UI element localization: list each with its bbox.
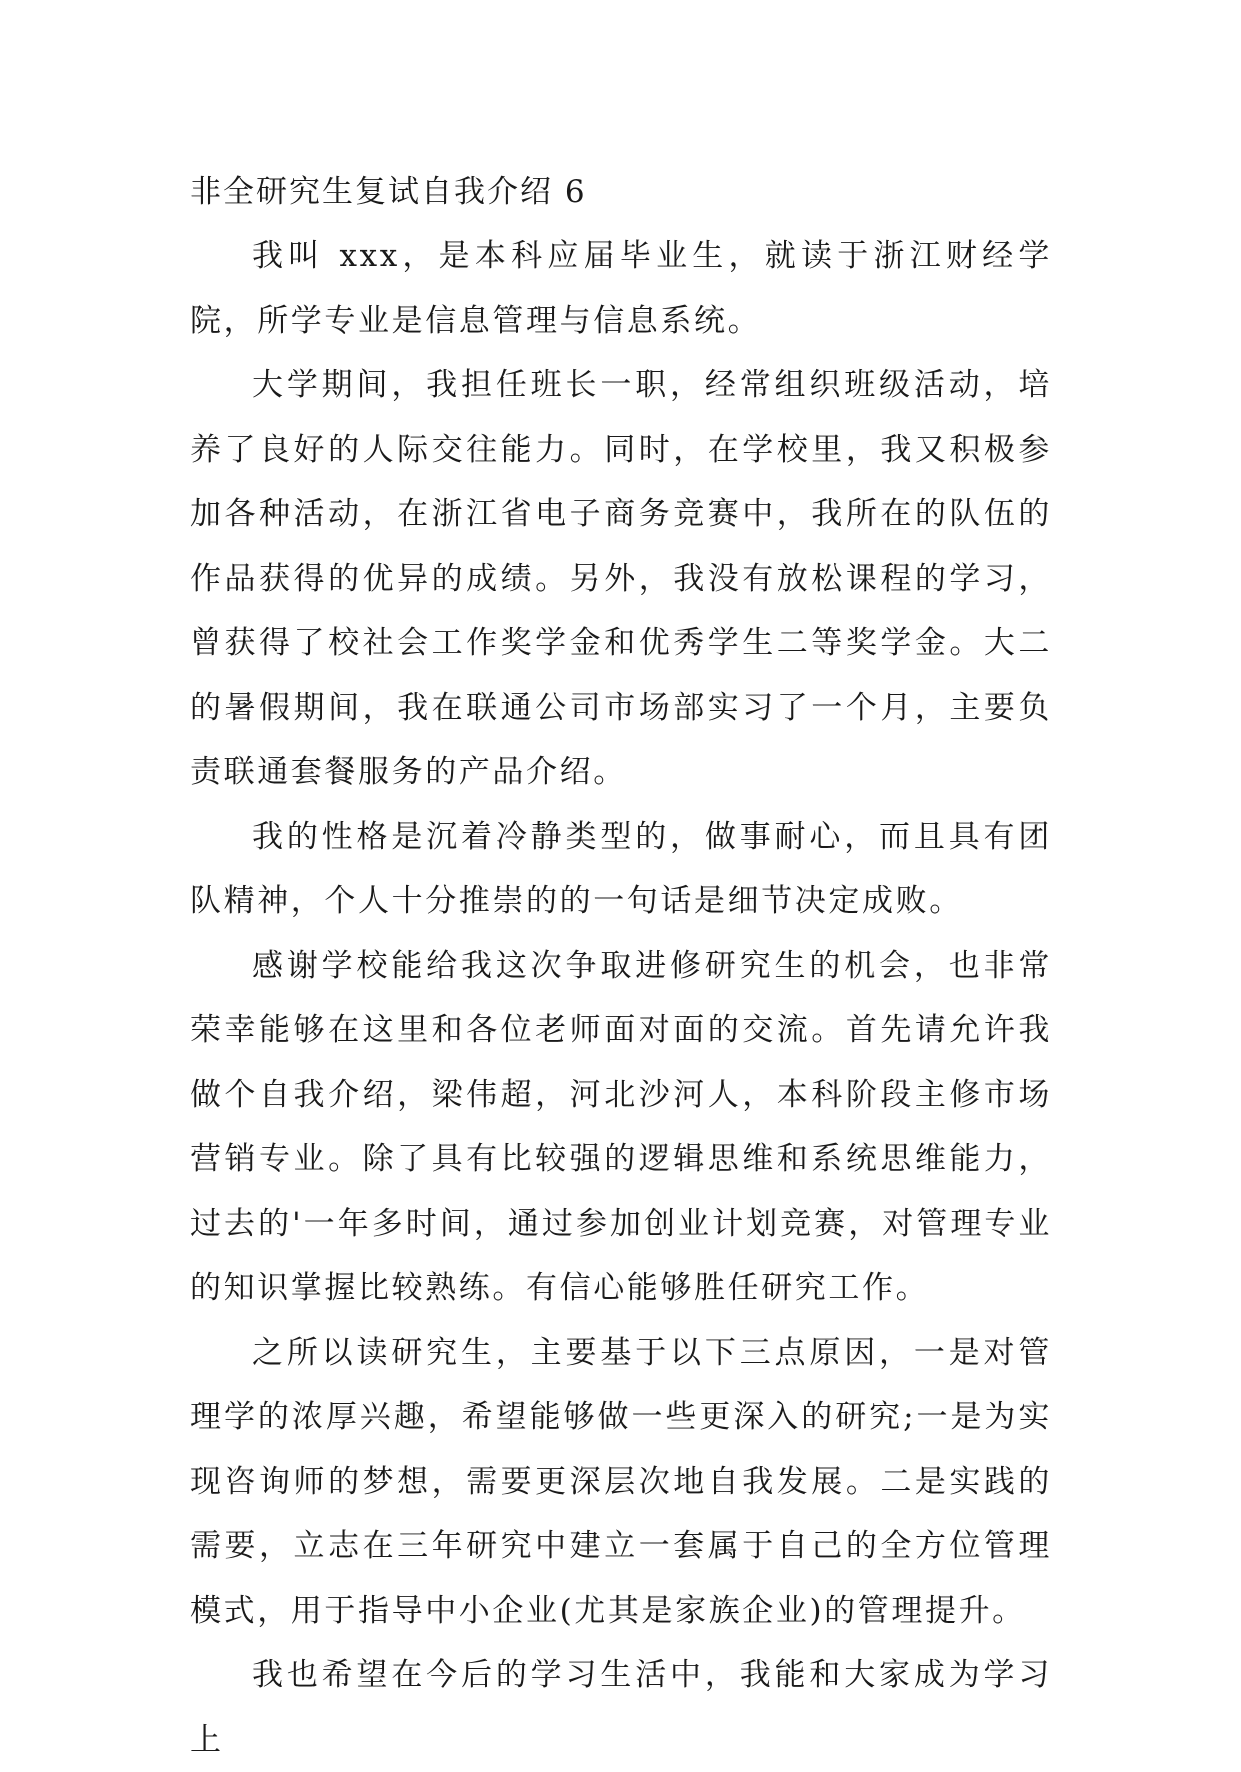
document-title: 非全研究生复试自我介绍 6	[190, 174, 587, 210]
paragraph-thanks: 感谢学校能给我这次争取进修研究生的机会，也非常荣幸能够在这里和各位老师面对面的交流。首先请允许我做个自我介绍，梁伟超，河北沙河人，本科阶段主修市场营销专业。除了具有比较强的逻辑思维和系统思维能力，过去的'一年多时间，通过参加创业计划竞赛，对管理专业的知识掌握比较熟练。有信心能够胜任研究工作。	[190, 947, 1052, 1306]
document-body	[190, 160, 1052, 1772]
paragraph-reasons: 之所以读研究生，主要基于以下三点原因，一是对管理学的浓厚兴趣，希望能够做一些更深入的研究;一是为实现咨询师的梦想，需要更深层次地自我发展。二是实践的需要，立志在三年研究中建立一套属于自己的全方位管理模式，用于指导中小企业(尤其是家族企业)的管理提升。	[190, 1334, 1052, 1629]
paragraph-intro: 我叫 xxx，是本科应届毕业生，就读于浙江财经学院，所学专业是信息管理与信息系统。	[190, 238, 1052, 339]
paragraph-university: 大学期间，我担任班长一职，经常组织班级活动，培养了良好的人际交往能力。同时，在学校里，我又积极参加各种活动，在浙江省电子商务竞赛中，我所在的队伍的作品获得的优异的成绩。另外，我没有放松课程的学习，曾获得了校社会工作奖学金和优秀学生二等奖学金。大二的暑假期间，我在联通公司市场部实习了一个月，主要负责联通套餐服务的产品介绍。	[190, 367, 1052, 790]
paragraph-personality: 我的性格是沉着冷静类型的，做事耐心，而且具有团队精神，个人十分推崇的的一句话是细节决定成败。	[190, 818, 1052, 919]
paragraph-hope: 我也希望在今后的学习生活中，我能和大家成为学习上	[190, 1657, 1052, 1758]
